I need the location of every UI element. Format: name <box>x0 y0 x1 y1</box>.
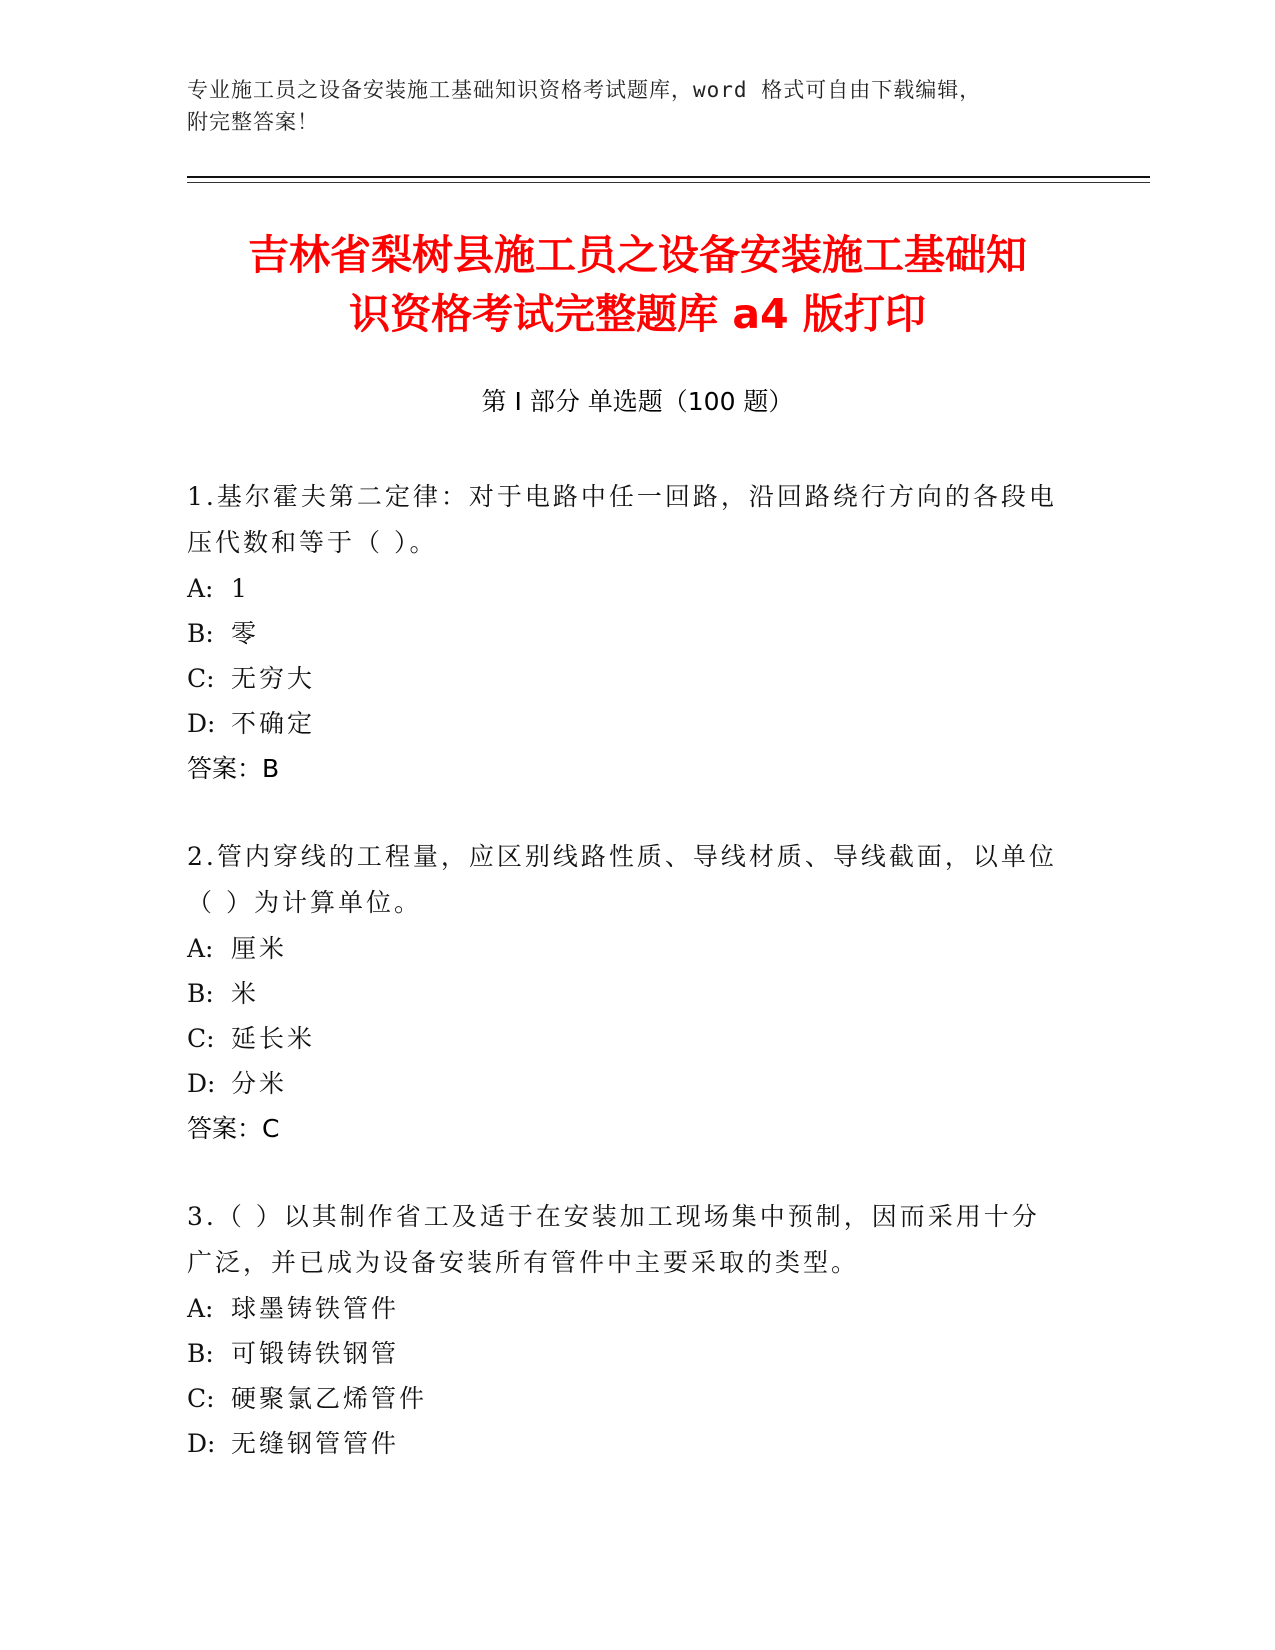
header-note-line1: 专业施工员之设备安装施工基础知识资格考试题库，word 格式可自由下载编辑， <box>187 78 982 102</box>
question-3 <box>187 1194 1067 1466</box>
option-c <box>187 1376 1067 1421</box>
option-key: A: <box>187 934 214 963</box>
option-c <box>187 656 1067 701</box>
option-a <box>187 926 1067 971</box>
header-divider-thick <box>187 176 1150 178</box>
header-divider-thin <box>187 182 1150 183</box>
document-title-line1: 吉林省梨树县施工员之设备安装施工基础知 <box>248 231 1027 279</box>
option-key: D: <box>187 1069 216 1098</box>
question-2 <box>187 834 1067 1152</box>
option-key: B: <box>187 1339 214 1368</box>
option-text: 无穷大 <box>231 664 316 693</box>
option-text: 硬聚氯乙烯管件 <box>231 1384 428 1413</box>
option-key: B: <box>187 979 214 1008</box>
option-a <box>187 566 1067 611</box>
answer: 答案：B <box>187 754 280 783</box>
option-key: C: <box>187 1024 215 1053</box>
header-note-line2: 附完整答案！ <box>187 110 319 134</box>
question-1 <box>187 474 1067 792</box>
option-key: C: <box>187 664 215 693</box>
option-text: 零 <box>231 619 260 648</box>
document-title-line2: 识资格考试完整题库 a4 版打印 <box>349 290 926 338</box>
section-title: 第 I 部分 单选题（100 题） <box>481 387 794 416</box>
answer: 答案：C <box>187 1114 280 1143</box>
option-key: C: <box>187 1384 215 1413</box>
document-title <box>160 226 1115 344</box>
option-text: 可锻铸铁钢管 <box>231 1339 400 1368</box>
option-key: A: <box>187 1294 214 1323</box>
question-stem: 2.管内穿线的工程量，应区别线路性质、导线材质、导线截面，以单位（ ）为计算单位。 <box>187 842 1057 917</box>
option-text: 无缝钢管管件 <box>231 1429 400 1458</box>
question-list <box>187 474 1067 1508</box>
question-stem: 1.基尔霍夫第二定律：对于电路中任一回路，沿回路绕行方向的各段电压代数和等于（ ）。 <box>187 482 1057 557</box>
option-text: 球墨铸铁管件 <box>231 1294 400 1323</box>
question-stem: 3.（ ）以其制作省工及适于在安装加工现场集中预制，因而采用十分广泛，并已成为设备安装所有管件中主要采取的类型。 <box>187 1202 1040 1277</box>
option-text: 不确定 <box>231 709 316 738</box>
option-d <box>187 1061 1067 1106</box>
option-b <box>187 1331 1067 1376</box>
option-key: D: <box>187 709 216 738</box>
option-c <box>187 1016 1067 1061</box>
option-text: 分米 <box>231 1069 288 1098</box>
header-note <box>187 74 1067 138</box>
option-text: 米 <box>231 979 260 1008</box>
option-b <box>187 611 1067 656</box>
option-text: 延长米 <box>231 1024 316 1053</box>
option-key: B: <box>187 619 214 648</box>
option-key: A: <box>187 574 214 603</box>
option-d <box>187 701 1067 746</box>
option-key: D: <box>187 1429 216 1458</box>
option-text: 厘米 <box>231 934 288 963</box>
option-b <box>187 971 1067 1016</box>
option-d <box>187 1421 1067 1466</box>
option-a <box>187 1286 1067 1331</box>
option-text: 1 <box>231 574 250 603</box>
